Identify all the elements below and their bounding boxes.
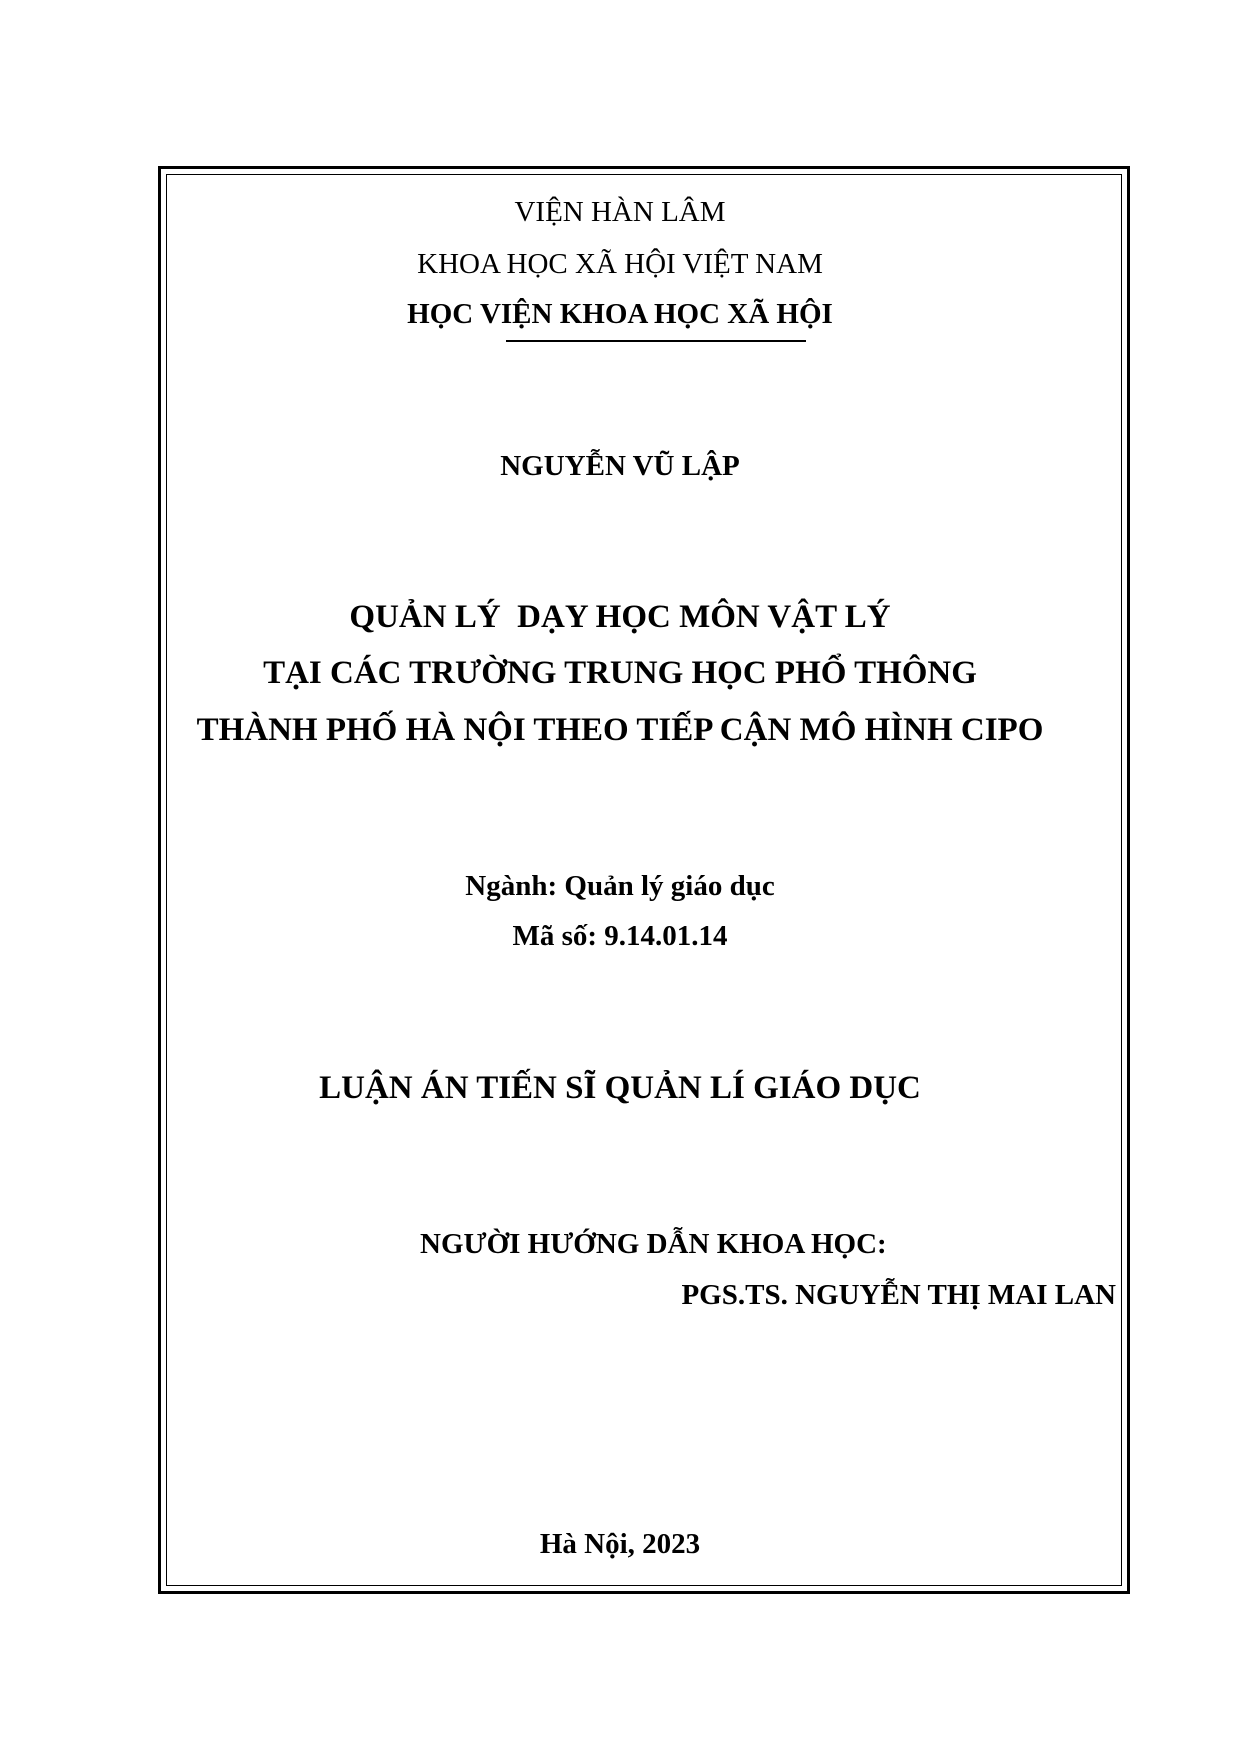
institution-line-2: KHOA HỌC XÃ HỘI VIỆT NAM: [417, 248, 823, 280]
advisor-name: PGS.TS. NGUYỄN THỊ MAI LAN: [681, 1279, 1116, 1311]
advisor-label: NGƯỜI HƯỚNG DẪN KHOA HỌC:: [420, 1228, 887, 1260]
major-field: Ngành: Quản lý giáo dục: [465, 870, 775, 902]
thesis-title-line-3: THÀNH PHỐ HÀ NỘI THEO TIẾP CẬN MÔ HÌNH CIPO: [196, 712, 1044, 748]
academy-name: HỌC VIỆN KHOA HỌC XÃ HỘI: [407, 298, 833, 330]
academy-underline: [506, 340, 806, 342]
degree-title: LUẬN ÁN TIẾN SĨ QUẢN LÍ GIÁO DỤC: [319, 1070, 921, 1106]
thesis-title-line-2: TẠI CÁC TRƯỜNG TRUNG HỌC PHỔ THÔNG: [263, 655, 977, 691]
place-date: Hà Nội, 2023: [539, 1528, 701, 1560]
author-name: NGUYỄN VŨ LẬP: [500, 450, 740, 482]
thesis-title-line-1: QUẢN LÝ DẠY HỌC MÔN VẬT LÝ: [349, 599, 891, 635]
major-code: Mã số: 9.14.01.14: [512, 920, 728, 952]
institution-line-1: VIỆN HÀN LÂM: [514, 196, 726, 228]
